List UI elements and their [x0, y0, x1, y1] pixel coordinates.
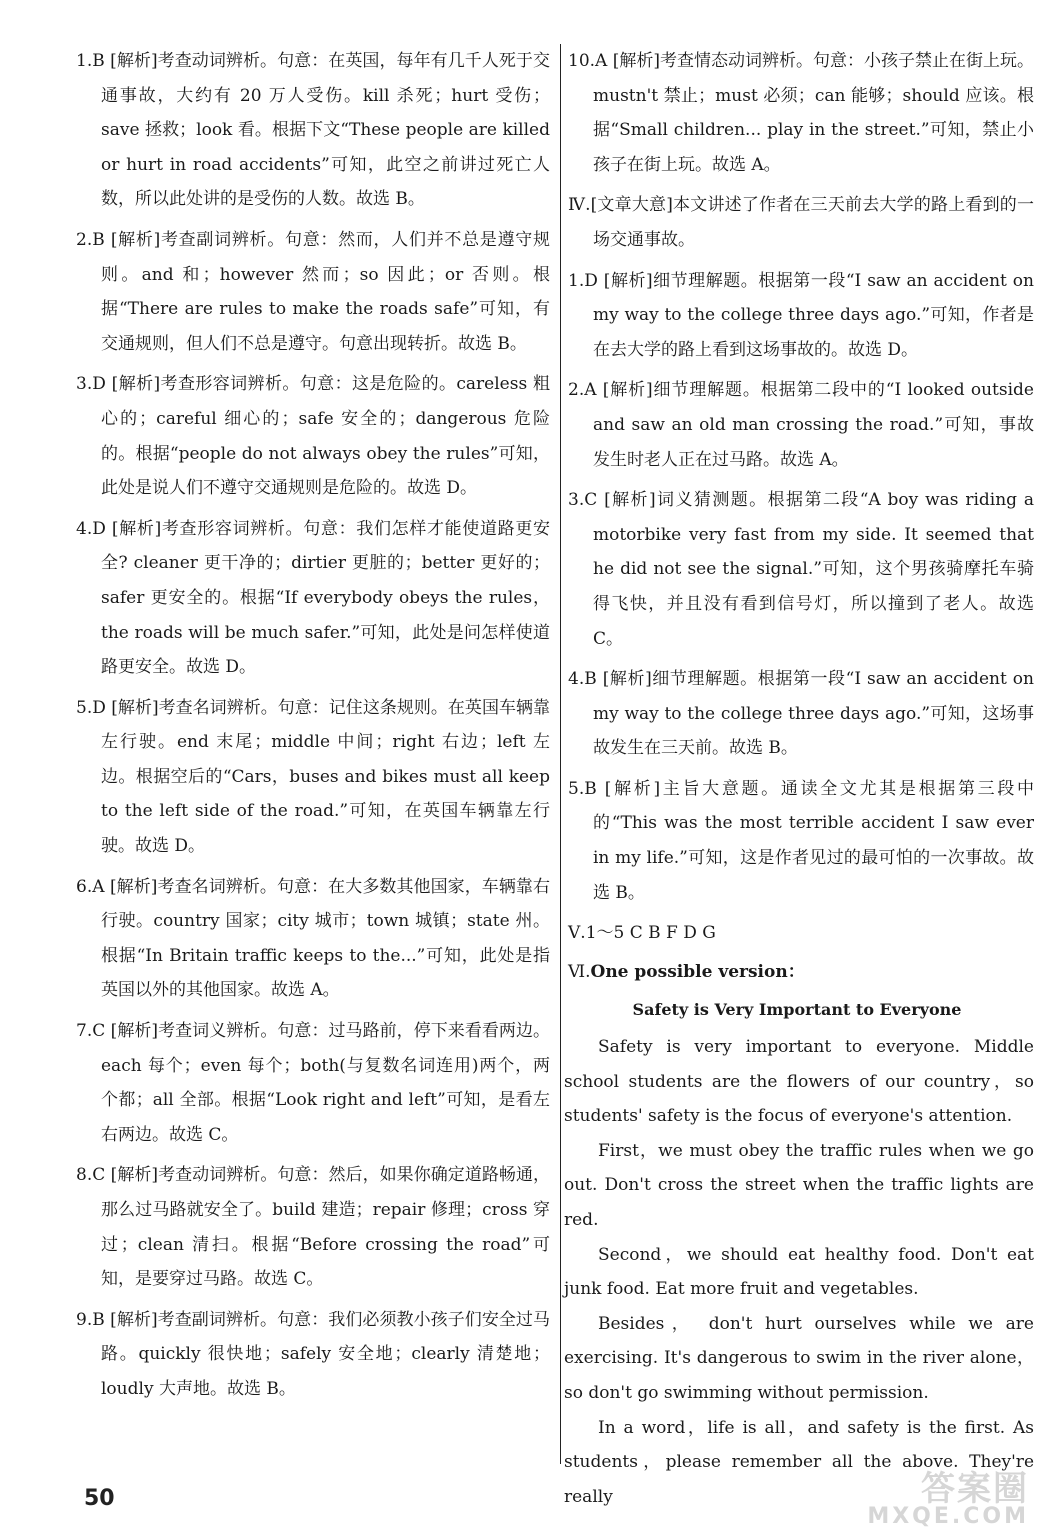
- section-iv-summary: [568, 188, 1034, 257]
- answer-item: [568, 772, 1034, 910]
- answer-item: [568, 264, 1034, 368]
- answer-explanation: [解析]词义猜测题。根据第二段“A boy was riding a motorbike very fast from my side. It seemed that he did not see the signal.”可知，这个男孩骑摩托车骑得飞快，并且没有看到信号灯，所以撞到了老人。故选 C。: [593, 490, 1034, 649]
- answer-number: 6.A: [76, 876, 105, 897]
- answer-item: [76, 1303, 550, 1407]
- essay-paragraph: Besides， don't hurt ourselves while we are exercising. It's dangerous to swim in the river alone，so don't go swimming without permission.: [564, 1313, 1034, 1403]
- answer-explanation: [解析]细节理解题。根据第一段“I saw an accident on my way to the college three days ago.”可知，这场事故发生在三天前。故选 B。: [593, 669, 1034, 759]
- left-column: [76, 44, 550, 1413]
- answer-explanation: [解析]考查情态动词辨析。句意：小孩子禁止在街上玩。mustn't 禁止；must 必须；can 能够；should 应该。根据“Small children... play in the street.”可知，禁止小孩子在街上玩。故选 A。: [593, 51, 1034, 175]
- section-body: [文章大意]本文讲述了作者在三天前去大学的路上看到的一场交通事故。: [590, 195, 1035, 250]
- section-body: 1～5 C B F D G: [585, 923, 716, 944]
- answer-explanation: [解析]考查动词辨析。句意：在英国，每年有几千人死于交通事故，大约有 20 万人受伤。kill 杀死；hurt 受伤；save 拯救；look 看。根据下文“These people are killed or hurt in road accidents”可知，此空之前讲过死亡人数，所以此处讲的是受伤的人数。故选 B。: [101, 51, 550, 210]
- essay-paragraph: Safety is very important to everyone. Middle school students are the flowers of our country，so students' safety is the focus of everyone's attention.: [564, 1037, 1034, 1127]
- answer-item: [568, 44, 1034, 182]
- answer-item: [568, 662, 1034, 766]
- answer-item: [76, 44, 550, 217]
- page-number: 50: [84, 1486, 115, 1511]
- section-label: Ⅵ.: [568, 961, 591, 982]
- answer-explanation: [解析]主旨大意题。通读全文尤其是根据第三段中的“This was the most terrible accident I saw ever in my life.”可知，这是作者见过的最可怕的一次事故。故选 B。: [593, 778, 1034, 903]
- answer-explanation: [解析]考查形容词辨析。句意：这是危险的。careless 粗心的；careful 细心的；safe 安全的；dangerous 危险的。根据“people do not always obey the rules”可知，此处是说人们不遵守交通规则是危险的。故选 D。: [101, 374, 550, 499]
- answer-explanation: [解析]考查名词辨析。句意：在大多数其他国家，车辆靠右行驶。country 国家；city 城市；town 城镇；state 州。根据“In Britain traffic keeps to the...”可知，此处是指英国以外的其他国家。故选 A。: [101, 876, 550, 1001]
- answer-item: [568, 483, 1034, 656]
- answer-number: 4.D: [76, 518, 106, 539]
- watermark: [867, 1469, 1029, 1529]
- answer-number: 1.D: [568, 270, 598, 291]
- answer-item: [76, 512, 550, 685]
- answer-item: [76, 691, 550, 864]
- answer-number: 10.A: [568, 51, 608, 71]
- answer-number: 7.C: [76, 1021, 106, 1042]
- answer-explanation: [解析]考查副词辨析。句意：然而，人们并不总是遵守规则。and 和；however 然而；so 因此；or 否则。根据“There are rules to make the roads safe”可知，有交通规则，但人们不总是遵守。句意出现转折。故选 B。: [101, 229, 550, 354]
- answer-explanation: [解析]细节理解题。根据第二段中的“I looked outside and saw an old man crossing the road.”可知，事故发生时老人正在过马路。故选 A。: [593, 380, 1034, 470]
- answer-number: 4.B: [568, 669, 597, 690]
- answer-explanation: [解析]细节理解题。根据第一段“I saw an accident on my way to the college three days ago.”可知，作者是在去大学的路上看到这场事故的。故选 D。: [593, 270, 1034, 360]
- answer-explanation: [解析]考查名词辨析。句意：记住这条规则。在英国车辆靠左行驶。end 末尾；middle 中间；right 右边；left 左边。根据空后的“Cars，buses and bikes must all keep to the left side of the road.”可知，在英国车辆靠左行驶。故选 D。: [101, 697, 550, 857]
- answer-explanation: [解析]考查动词辨析。句意：然后，如果你确定道路畅通，那么过马路就安全了。build 建造；repair 修理；cross 穿过；clean 清扫。根据“Before crossing the road”可知，是要穿过马路。故选 C。: [101, 1165, 550, 1290]
- answer-number: 2.B: [76, 229, 105, 250]
- answer-item: [76, 367, 550, 505]
- section-label: Ⅳ.: [568, 195, 591, 216]
- answer-number: 1.B: [76, 51, 105, 71]
- answer-number: 3.C: [568, 490, 598, 511]
- answer-number: 2.A: [568, 380, 597, 401]
- essay-paragraph: Second，we should eat healthy food. Don't eat junk food. Eat more fruit and vegetables.: [564, 1244, 1034, 1300]
- answer-explanation: [解析]考查形容词辨析。句意：我们怎样才能使道路更安全? cleaner 更干净的；dirtier 更脏的；better 更好的；safer 更安全的。根据“If everybody obeys the rules，the roads will be much safer.”可知，此处是问怎样使道路更安全。故选 D。: [101, 518, 550, 678]
- right-column: [560, 44, 1034, 1514]
- answer-explanation: [解析]考查词义辨析。句意：过马路前，停下来看看两边。each 每个；even 每个；both(与复数名词连用)两个，两个都；all 全部。根据“Look right and left”可知，是看左右两边。故选 C。: [101, 1021, 550, 1145]
- essay-title: Safety is Very Important to Everyone: [632, 1000, 962, 1020]
- answer-number: 5.D: [76, 697, 106, 718]
- answer-item: [76, 870, 550, 1008]
- answer-number: 8.C: [76, 1165, 106, 1186]
- section-v-answers: [568, 916, 1034, 951]
- essay-paragraph: In a word，life is all，and safety is the first. As students，please remember all the above. They're really: [564, 1417, 1034, 1507]
- answer-number: 9.B: [76, 1309, 105, 1330]
- answer-item: [76, 1158, 550, 1296]
- answer-number: 5.B: [568, 778, 597, 799]
- section-vi-header: [568, 955, 1034, 990]
- answer-explanation: [解析]考查副词辨析。句意：我们必须教小孩子们安全过马路。quickly 很快地；safely 安全地；clearly 清楚地；loudly 大声地。故选 B。: [101, 1309, 550, 1399]
- section-body: One possible version：: [590, 961, 805, 982]
- answer-item: [76, 1014, 550, 1152]
- section-label: Ⅴ.: [568, 923, 586, 944]
- answer-item: [568, 373, 1034, 477]
- watermark-text: 答案圈: [921, 1469, 1029, 1509]
- essay-paragraph: First，we must obey the traffic rules when we go out. Don't cross the street when the traffic lights are red.: [564, 1140, 1034, 1230]
- watermark-url: MXQE.COM: [867, 1504, 1029, 1529]
- answer-number: 3.D: [76, 374, 106, 395]
- answer-item: [76, 223, 550, 361]
